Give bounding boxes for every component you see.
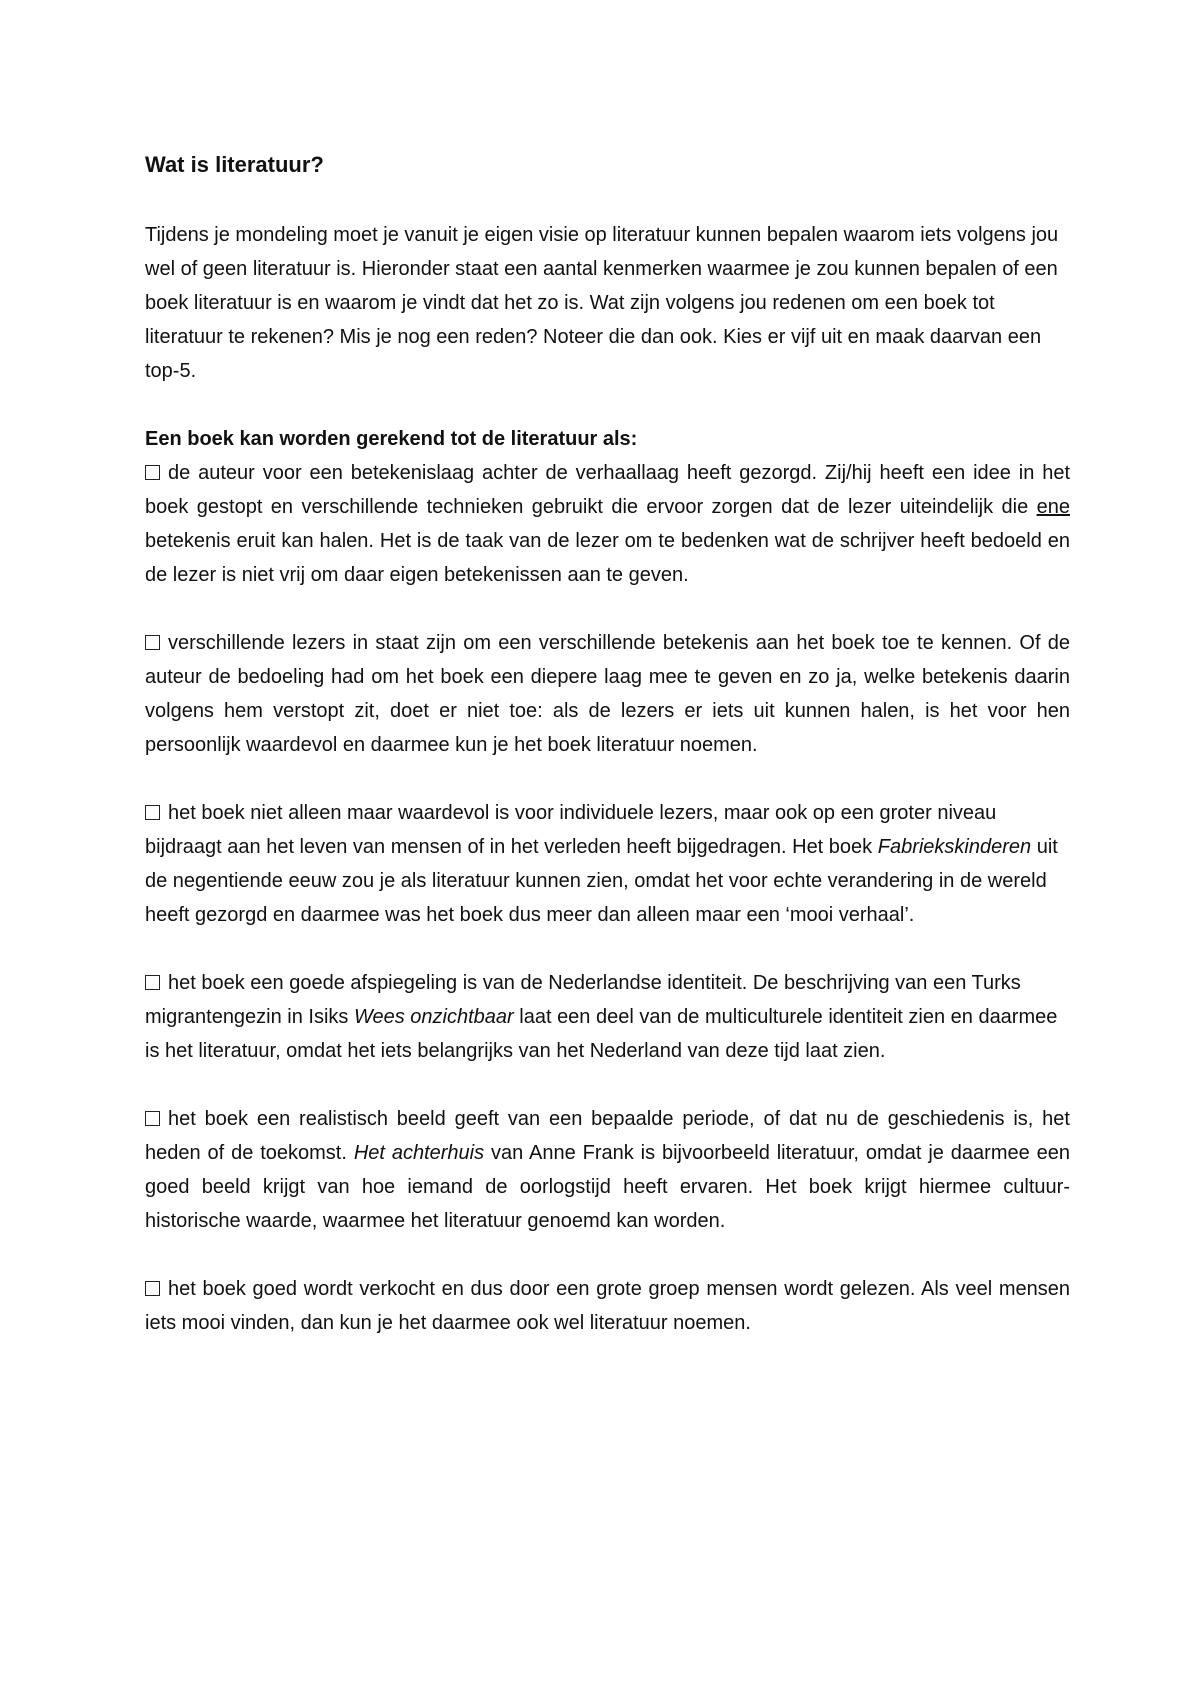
criterion-1-text-a: de auteur voor een betekenislaag achter de verhaallaag heeft gezorgd. Zij/hij heeft een idee in het boek gestopt en verschillende technieken gebruikt die ervoor zorgen dat de lezer uiteindelijk die	[145, 462, 1070, 518]
criteria-heading: Een boek kan worden gerekend tot de literatuur als:	[145, 428, 638, 450]
criterion-4-text-b: laat een deel van de multiculturele identiteit zien en daarmee is het literatuur, omdat het iets belangrijks van het Nederland van deze tijd laat zien.	[145, 1006, 1058, 1062]
criterion-4	[145, 966, 1070, 1068]
criterion-3-text-b: uit de negentiende eeuw zou je als literatuur kunnen zien, omdat het voor echte verandering in de wereld heeft gezorgd en daarmee was het boek dus meer dan alleen maar een ‘mooi verhaal’.	[145, 836, 1058, 926]
checkbox-3[interactable]	[145, 805, 160, 820]
criterion-5-text-a: het boek een realistisch beeld geeft van een bepaalde periode, of dat nu de geschiedenis is, het heden of de toekomst.	[145, 1108, 1070, 1164]
page-title: Wat is literatuur?	[145, 152, 324, 177]
criterion-2	[145, 626, 1070, 762]
criterion-6-text: het boek goed wordt verkocht en dus door een grote groep mensen wordt gelezen. Als veel mensen iets mooi vinden, dan kun je het daarmee ook wel literatuur noemen.	[145, 1278, 1070, 1334]
checkbox-4[interactable]	[145, 975, 160, 990]
criterion-5	[145, 1102, 1070, 1238]
criterion-2-text: verschillende lezers in staat zijn om een verschillende betekenis aan het boek toe te kennen. Of de auteur de bedoeling had om het boek een diepere laag mee te geven en zo ja, welke betekenis daarin volgens hem verstopt zit, doet er niet toe: als de lezers er iets uit kunnen halen, is het voor hen persoonlijk waardevol en daarmee kun je het boek literatuur noemen.	[145, 632, 1070, 756]
intro-paragraph: Tijdens je mondeling moet je vanuit je eigen visie op literatuur kunnen bepalen waarom iets volgens jou wel of geen literatuur is. Hieronder staat een aantal kenmerken waarmee je zou kunnen bepalen of een boek literatuur is en waarom je vindt dat het zo is. Wat zijn volgens jou redenen om een boek tot literatuur te rekenen? Mis je nog een reden? Noteer die dan ook. Kies er vijf uit en maak daarvan een top-5.	[145, 224, 1059, 382]
criterion-6	[145, 1272, 1070, 1340]
criterion-1-underlined-word: ene	[1036, 496, 1070, 518]
criterion-3-text-a: het boek niet alleen maar waardevol is voor individuele lezers, maar ook op een groter niveau bijdraagt aan het leven van mensen of in het verleden heeft bijgedragen. Het boek	[145, 802, 997, 858]
criterion-4-book-title: Wees onzichtbaar	[353, 1006, 514, 1028]
checkbox-1[interactable]	[145, 465, 160, 480]
criterion-5-book-title: Het achterhuis	[353, 1142, 485, 1164]
checkbox-2[interactable]	[145, 635, 160, 650]
criterion-4-text-a: het boek een goede afspiegeling is van de Nederlandse identiteit. De beschrijving van een Turks migrantengezin in Isiks	[145, 972, 1021, 1028]
criterion-3-book-title: Fabriekskinderen	[877, 836, 1032, 858]
criterion-1-text-b: betekenis eruit kan halen. Het is de taak van de lezer om te bedenken wat de schrijver heeft bedoeld en de lezer is niet vrij om daar eigen betekenissen aan te geven.	[145, 530, 1070, 586]
checkbox-6[interactable]	[145, 1281, 160, 1296]
criterion-3	[145, 796, 1070, 932]
criterion-5-text-b: van Anne Frank is bijvoorbeeld literatuur, omdat je daarmee een goed beeld krijgt van hoe iemand de oorlogstijd heeft ervaren. Het boek krijgt hiermee cultuur-historische waarde, waarmee het literatuur genoemd kan worden.	[145, 1142, 1071, 1232]
checkbox-5[interactable]	[145, 1111, 160, 1126]
criterion-1	[145, 456, 1070, 592]
